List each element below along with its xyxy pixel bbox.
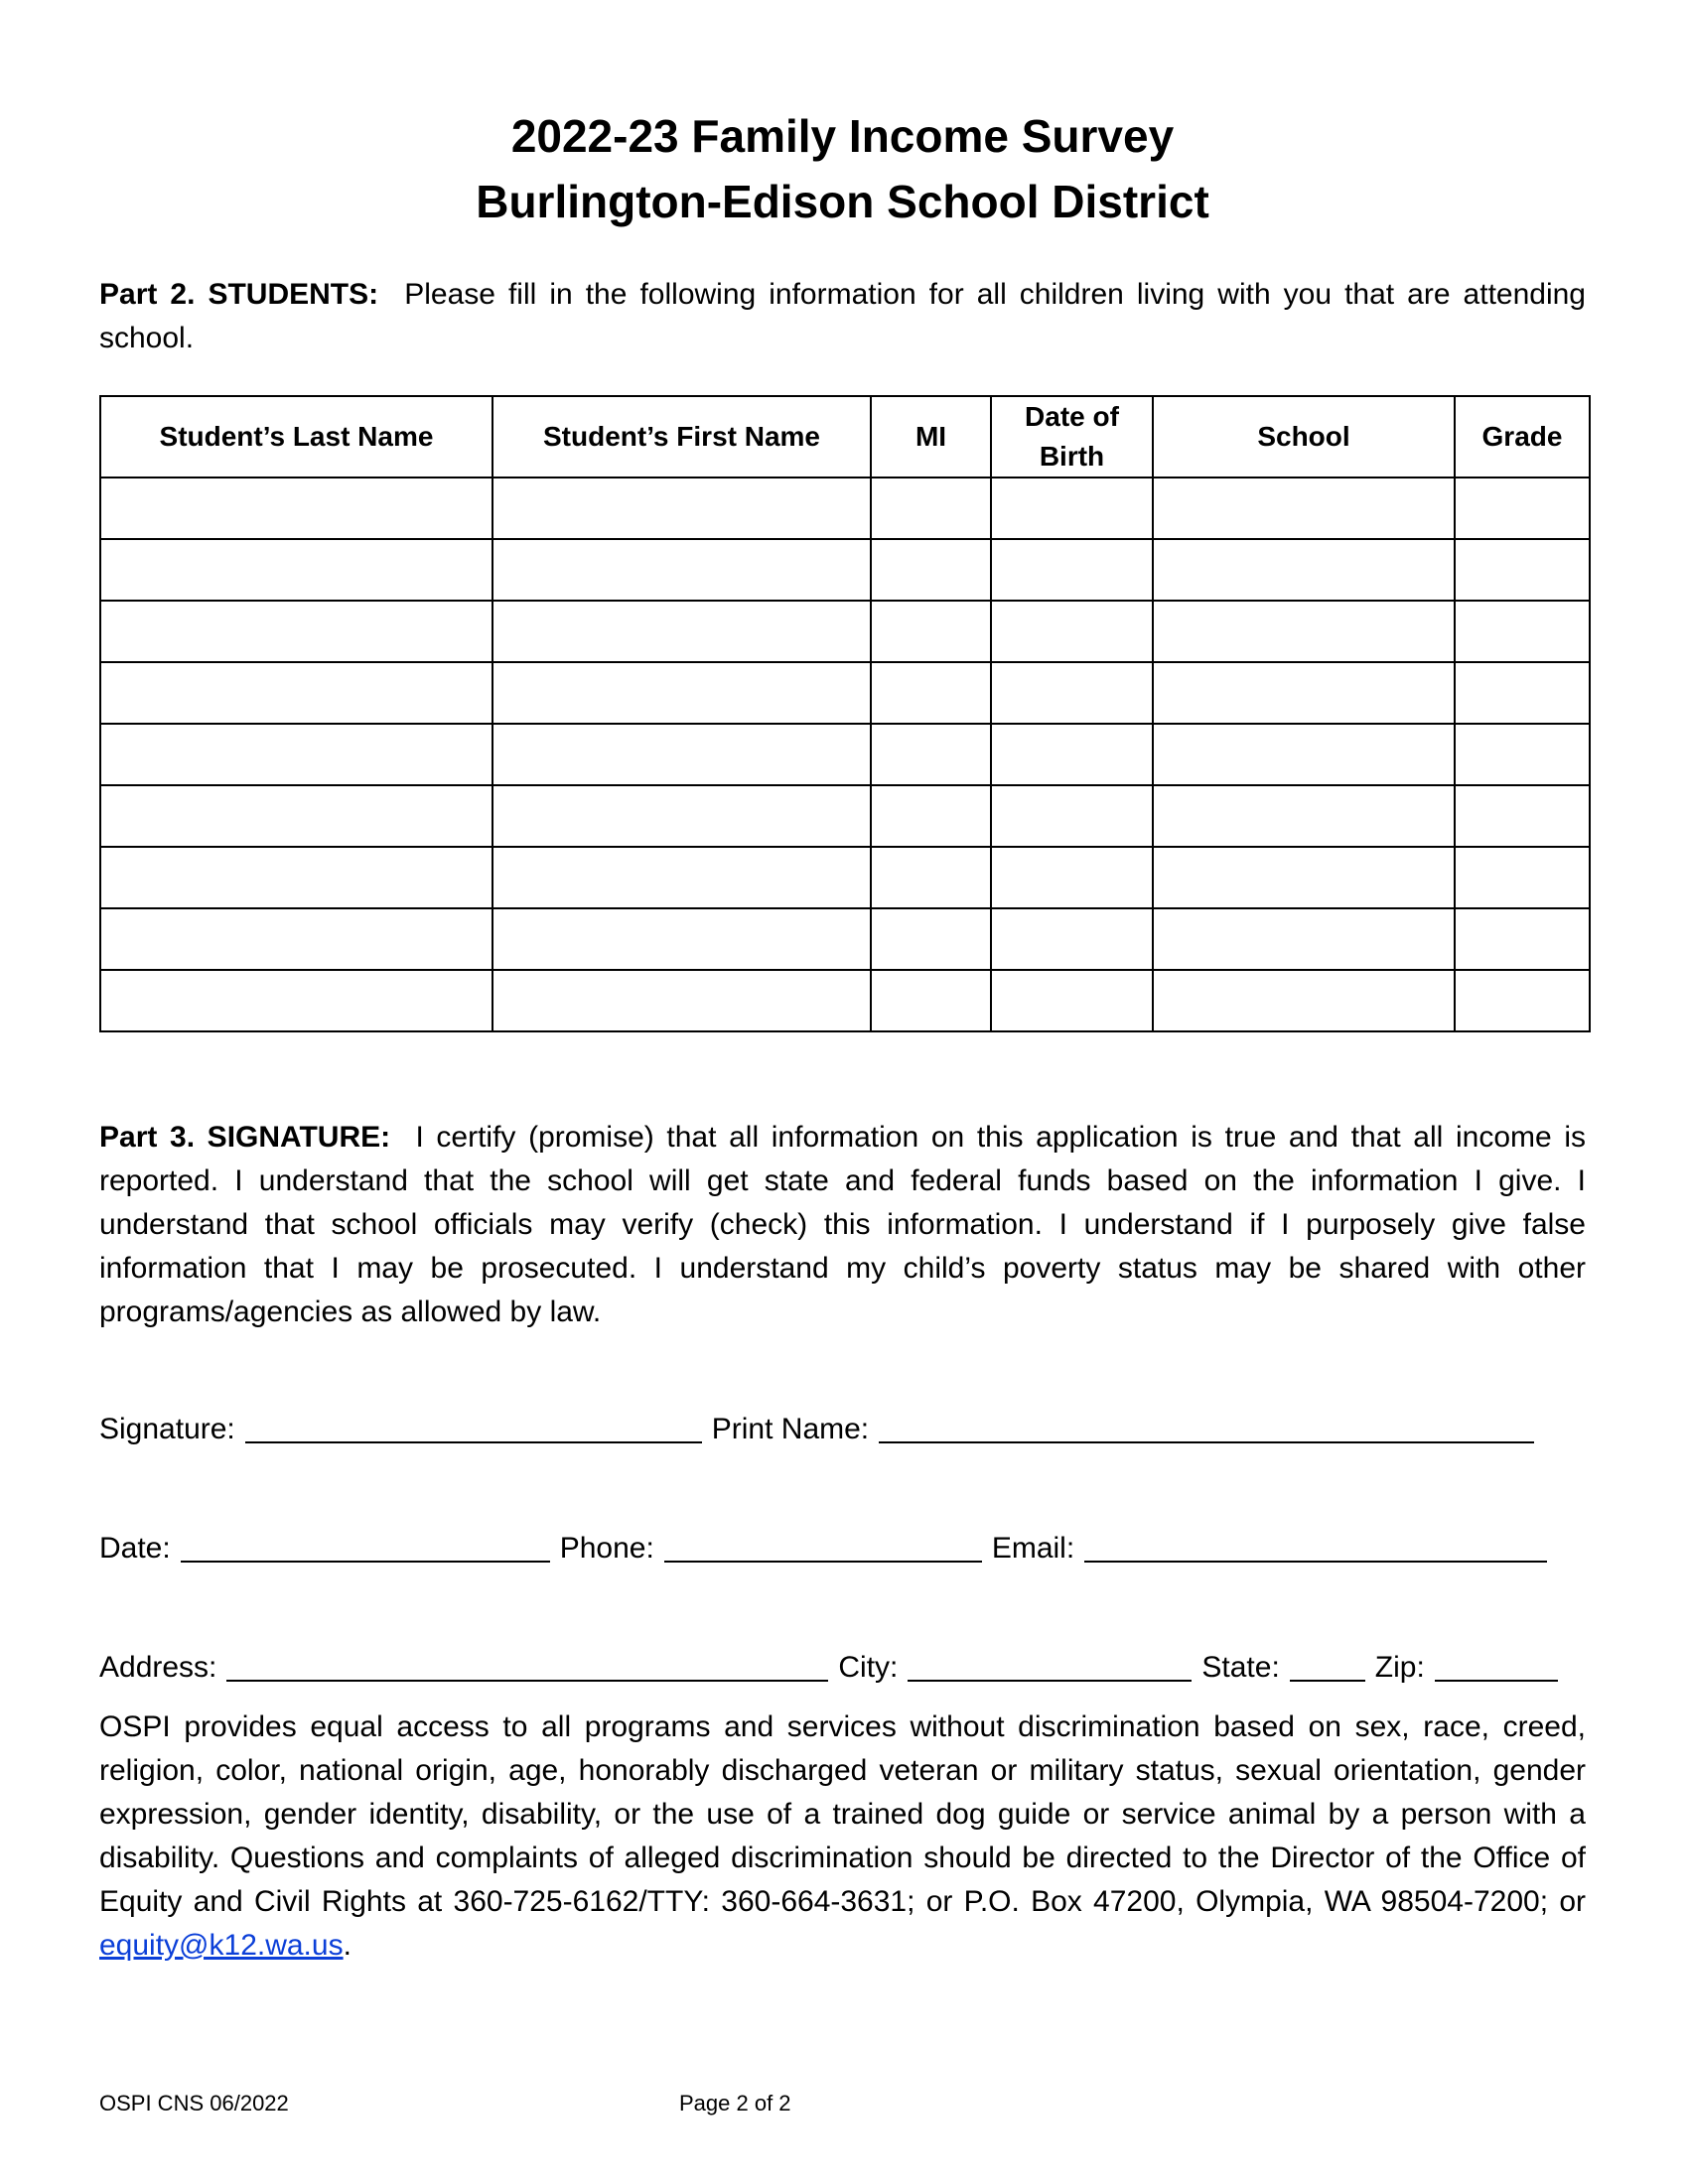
table-row [100,970,1590,1031]
table-cell[interactable] [991,785,1153,847]
date-line[interactable] [181,1529,550,1563]
part2-text: Please fill in the following information for all children living with you that are attending school. [99,278,1586,354]
document-page [99,0,1586,2184]
table-cell[interactable] [871,847,991,908]
table-cell[interactable] [1153,662,1455,724]
table-cell[interactable] [1455,724,1590,785]
header-mi: MI [871,396,991,478]
table-cell[interactable] [991,662,1153,724]
table-row [100,601,1590,662]
table-cell[interactable] [1153,539,1455,601]
table-cell[interactable] [100,662,492,724]
table-cell[interactable] [492,539,871,601]
part3-certification [99,1116,1586,1334]
print-name-label: Print Name: [711,1413,870,1445]
student-rows [100,478,1590,1031]
table-cell[interactable] [100,724,492,785]
document-title [99,103,1586,234]
table-cell[interactable] [991,539,1153,601]
table-cell[interactable] [492,724,871,785]
footer-form-id: OSPI CNS 06/2022 [99,2091,289,2116]
state-line[interactable] [1290,1648,1365,1682]
signature-row [99,1408,1586,1451]
table-cell[interactable] [1455,970,1590,1031]
table-cell[interactable] [100,970,492,1031]
table-cell[interactable] [1153,478,1455,539]
email-line[interactable] [1084,1529,1547,1563]
title-line-2: Burlington-Edison School District [476,176,1209,227]
zip-line[interactable] [1435,1648,1558,1682]
nondiscrimination-notice [99,1706,1586,1968]
table-cell[interactable] [1153,908,1455,970]
signature-label: Signature: [99,1413,235,1445]
table-row [100,478,1590,539]
print-name-line[interactable] [879,1410,1534,1443]
footer-page-number: Page 2 of 2 [679,2091,791,2116]
table-cell[interactable] [1153,724,1455,785]
table-cell[interactable] [871,662,991,724]
header-grade: Grade [1455,396,1590,478]
equity-email-link[interactable]: equity@k12.wa.us [99,1929,344,1962]
table-cell[interactable] [871,785,991,847]
table-cell[interactable] [991,724,1153,785]
phone-label: Phone: [559,1532,654,1565]
table-cell[interactable] [871,724,991,785]
table-cell[interactable] [991,908,1153,970]
table-cell[interactable] [492,785,871,847]
table-cell[interactable] [492,601,871,662]
table-cell[interactable] [1153,601,1455,662]
city-line[interactable] [908,1648,1192,1682]
email-label: Email: [991,1532,1075,1565]
table-cell[interactable] [492,662,871,724]
header-school: School [1153,396,1455,478]
table-cell[interactable] [991,601,1153,662]
table-header-row [100,396,1590,478]
table-cell[interactable] [492,847,871,908]
table-cell[interactable] [1455,662,1590,724]
table-cell[interactable] [1153,785,1455,847]
table-cell[interactable] [1455,785,1590,847]
table-cell[interactable] [871,478,991,539]
table-cell[interactable] [492,478,871,539]
phone-line[interactable] [664,1529,982,1563]
table-cell[interactable] [871,539,991,601]
state-label: State: [1201,1651,1280,1684]
table-cell[interactable] [100,539,492,601]
table-row [100,662,1590,724]
table-cell[interactable] [1455,478,1590,539]
table-row [100,539,1590,601]
table-cell[interactable] [100,785,492,847]
table-cell[interactable] [871,908,991,970]
part3-label: Part 3. SIGNATURE: [99,1121,391,1154]
table-cell[interactable] [1455,539,1590,601]
zip-label: Zip: [1374,1651,1425,1684]
address-row [99,1646,1586,1690]
date-label: Date: [99,1532,171,1565]
table-row [100,724,1590,785]
notice-text: OSPI provides equal access to all programs and services without discrimination based on sex, race, creed, religion, color, national origin, age, honorably discharged veteran or military status, sexual orientation, gender expression, gender identity, disability, or the use of a trained dog guide or service animal by a person with a disability. Questions and complaints of alleged discrimination should be directed to the Director of the Office of Equity and Civil Rights at 360-725-6162/TTY: 360-664-3631; or P.O. Box 47200, Olympia, WA 98504-7200; or [99,1710,1586,1918]
part2-label: Part 2. STUDENTS: [99,278,379,311]
table-cell[interactable] [100,478,492,539]
table-cell[interactable] [991,847,1153,908]
header-date-of-birth: Date of Birth [991,396,1153,478]
table-cell[interactable] [1455,847,1590,908]
table-cell[interactable] [100,601,492,662]
part3-text: I certify (promise) that all information on this application is true and that all income is reported. I understand that the school will get state and federal funds based on the information I give. I understand that school officials may verify (check) this information. I understand if I purposely give false information that I may be prosecuted. I understand my child’s poverty status may be shared with other programs/agencies as allowed by law. [99,1121,1586,1328]
table-row [100,908,1590,970]
address-line[interactable] [226,1648,828,1682]
table-cell[interactable] [871,970,991,1031]
table-cell[interactable] [492,908,871,970]
table-row [100,785,1590,847]
part2-instructions [99,273,1586,360]
header-first-name: Student’s First Name [492,396,871,478]
table-cell[interactable] [991,478,1153,539]
table-cell[interactable] [871,601,991,662]
address-label: Address: [99,1651,217,1684]
signature-line[interactable] [245,1410,702,1443]
date-row [99,1527,1586,1570]
table-row [100,847,1590,908]
city-label: City: [838,1651,899,1684]
table-cell[interactable] [991,970,1153,1031]
table-cell[interactable] [100,908,492,970]
students-table [99,395,1591,1032]
table-cell[interactable] [1455,601,1590,662]
table-cell[interactable] [1153,970,1455,1031]
table-cell[interactable] [1455,908,1590,970]
table-cell[interactable] [492,970,871,1031]
notice-end: . [343,1929,352,1962]
title-line-1: 2022-23 Family Income Survey [510,110,1175,162]
table-cell[interactable] [1153,847,1455,908]
header-last-name: Student’s Last Name [100,396,492,478]
table-cell[interactable] [100,847,492,908]
